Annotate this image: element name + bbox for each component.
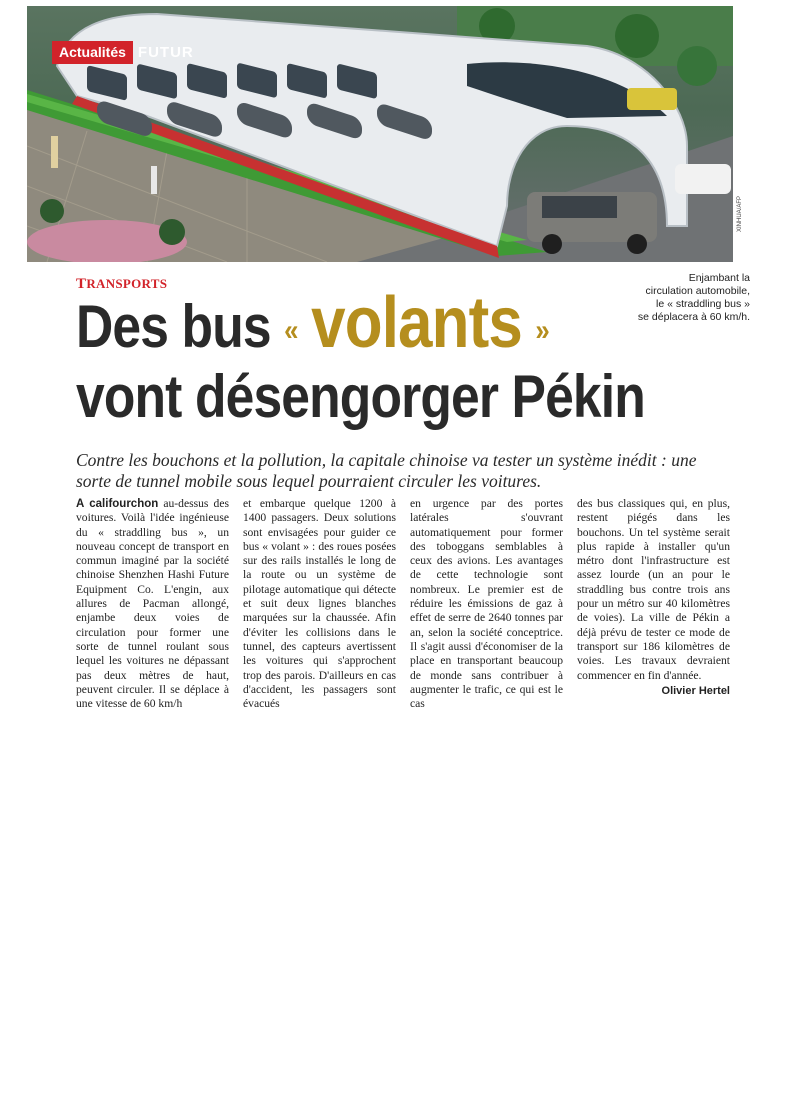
caption-line: circulation automobile, xyxy=(645,285,750,297)
body-column-4 xyxy=(577,497,730,711)
section-label: Actualités xyxy=(52,41,133,64)
column-text: des bus classiques qui, en plus, restent piégés dans les bouchons. Un tel système serait plus rapide à installer qu'un métro dont l'infrastructure est assez lourde (un an pour le straddling bus contre trois ans pour un métro sur 40 kilomètres de voies). La ville de Pékin a déjà prévu de tester ce mode de transport sur 186 kilomètres de voies. Les travaux devraient commencer en fin d'année. xyxy=(577,497,730,682)
kicker-rest: RANSPORTS xyxy=(86,276,168,291)
body-column-1 xyxy=(76,497,229,711)
quote-open: « xyxy=(284,314,298,348)
section-sublabel: FUTUR xyxy=(137,44,194,61)
kicker-initial: T xyxy=(76,276,87,292)
headline-line-2: vont désengorger Pékin xyxy=(76,363,645,431)
article-lede: Contre les bouchons et la pollution, la capitale chinoise va tester un système inédit : une sorte de tunnel mobile sous lequel pourraient circuler les voitures. xyxy=(76,450,697,491)
column-text: au-dessus des voitures. Voilà l'idée ingénieuse du « straddling bus », un nouveau concept de transport en commun imaginé par la société chinoise Shenzhen Hashi Future Equipment Co. L'engin, aux allures de Pacman allongé, enjambe deux voies de circulation pour former une sorte de tunnel roulant sous lequel les voitures ne dépassant pas deux mètres de haut, peuvent circuler. Il se déplace à une vitesse de 60 km/h xyxy=(76,497,229,711)
photo-credit: XINHUA/AFP xyxy=(737,195,743,232)
headline-highlight: volants xyxy=(311,283,522,363)
photo-caption xyxy=(610,272,750,324)
caption-line: se déplacera à 60 km/h. xyxy=(637,311,750,323)
body-column-2: et embarque quelque 1200 à 1400 passagers. Deux solutions sont envisagées pour guider ce bus « volant » : des roues posées sur des rails installés le long de la route ou un système de pilotage automatique qui détecte et suit deux lignes blanches marquées sur la chaussée. Afin d'éviter les collisions dans le tunnel, des capteurs avertissent les voitures qui s'approchent trop des parois. D'ailleurs en cas d'accident, les passagers sont évacués xyxy=(243,497,396,711)
article-body xyxy=(76,497,732,711)
headline-start: Des bus xyxy=(76,293,285,360)
caption-line: le « straddling bus » xyxy=(656,298,750,310)
body-column-3: en urgence par des portes latérales s'ouvrant automatiquement pour former des toboggans semblables à ceux des avions. Les avantages de cette technologie sont nombreux. Le premier est de réduire les émissions de gaz à effet de serre de 2640 tonnes par an, selon la société conceptrice. Il s'agit aussi d'économiser de la place en transportant beaucoup de monde sans contribuer à augmenter le trafic, ce qui est le cas xyxy=(410,497,563,711)
author-byline: Olivier Hertel xyxy=(661,684,730,697)
section-tag xyxy=(52,41,194,64)
caption-line: Enjambant la xyxy=(688,272,750,284)
lead-in: A califourchon xyxy=(76,498,159,510)
quote-close: » xyxy=(535,314,549,348)
